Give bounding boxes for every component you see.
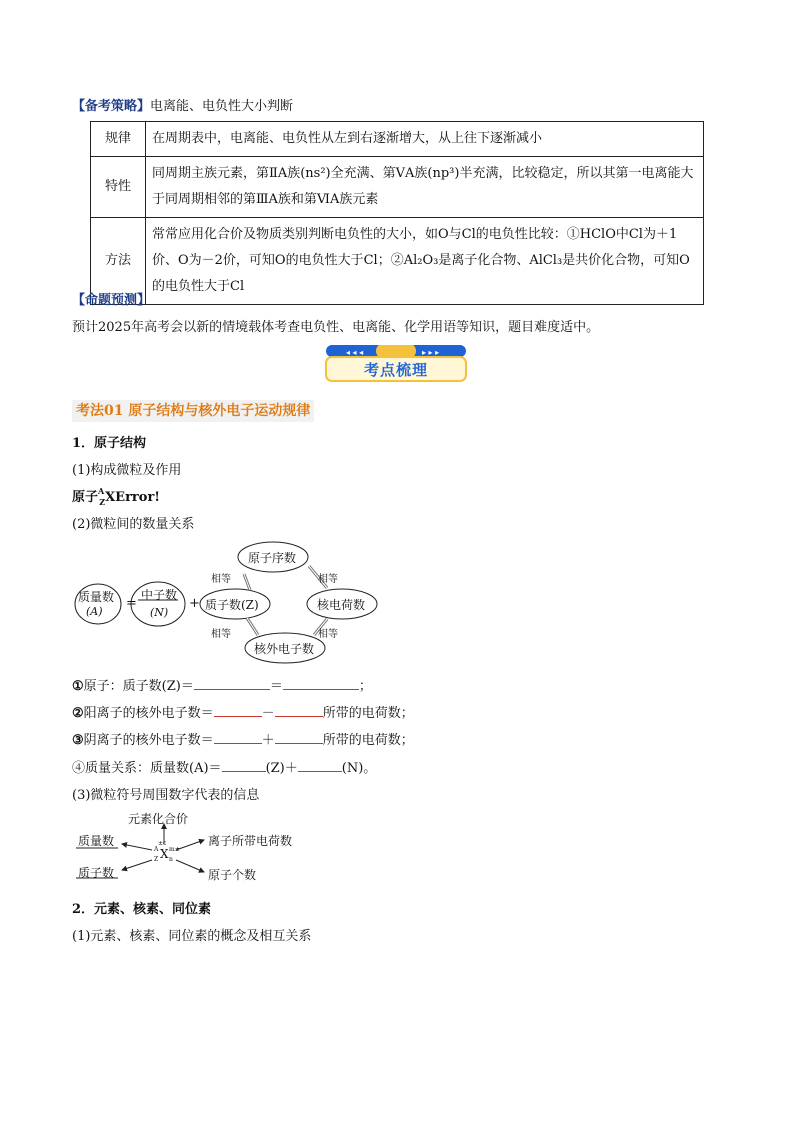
quantity-diagram (74, 540, 384, 665)
node-proton: 质子数(Z) (205, 598, 259, 612)
strategy-table (90, 121, 704, 305)
answer-blank[interactable] (214, 731, 262, 744)
section-banner (324, 345, 468, 383)
row-value: 在周期表中，电离能、电负性从左到右逐渐增大，从上往下逐渐减小 (146, 122, 704, 157)
svg-text:◂ ◂ ◂: ◂ ◂ ◂ (346, 348, 364, 357)
relation-text: 原子：质子数(Z)＝ (83, 679, 194, 694)
prediction-label: 【命题预测】 (72, 293, 151, 308)
equal-label: 相等 (211, 574, 231, 585)
answer-blank[interactable] (275, 731, 323, 744)
label-ion-charge: 离子所带电荷数 (208, 834, 293, 848)
atom-line-sub: Z (99, 496, 106, 507)
table-row (91, 122, 704, 157)
relation-text: 所带的电荷数； (322, 733, 414, 748)
relation-text: (N)。 (341, 761, 377, 776)
atom-line-prefix: 原子 (72, 490, 99, 505)
row-key: 特性 (91, 157, 146, 218)
prediction-text: 预计2025年高考会以新的情境载体考查电负性、电离能、化学用语等知识，题目难度适中。 (72, 320, 600, 335)
relation-marker: ④ (72, 761, 86, 776)
row-key: 规律 (91, 122, 146, 157)
strategy-heading (72, 95, 293, 114)
symbol-sup-left: A (154, 846, 159, 853)
plus-sign: + (189, 596, 200, 611)
equal-label: 相等 (318, 574, 338, 585)
label-mass: 质量数 (78, 834, 115, 848)
equals-sign: = (126, 596, 137, 611)
relation-text: ＝ (269, 679, 283, 694)
section-title: 考法01 原子结构与核外电子运动规律 (72, 400, 314, 422)
node-atomic-number: 原子序数 (248, 551, 297, 565)
part2-sub1: (1)元素、核素、同位素的概念及相互关系 (72, 929, 312, 944)
node-electrons: 核外电子数 (254, 642, 315, 656)
table-row (91, 218, 704, 305)
svg-text:▸ ▸ ▸: ▸ ▸ ▸ (422, 348, 440, 357)
part1-heading: 1．原子结构 (72, 436, 147, 451)
label-atom-count: 原子个数 (208, 868, 257, 882)
relation-text: 阴离子的核外电子数＝ (83, 733, 214, 748)
strategy-title: 电离能、电负性大小判断 (150, 99, 294, 114)
relation-line-3 (72, 729, 414, 748)
row-key: 方法 (91, 218, 146, 305)
relation-text: － (261, 706, 275, 721)
label-valence: 元素化合价 (128, 812, 189, 826)
symbol-sup-right: m± (169, 846, 180, 853)
row-value: 常常应用化合价及物质类别判断电负性的大小，如O与Cl的电负性比较：①HClO中Cl为＋1价、O为－2价，可知O的电负性大于Cl；②Al₂O₃是离子化合物、AlCl₃是共价化合物，可知O的电负性大于Cl (146, 218, 704, 305)
equal-label: 相等 (318, 629, 338, 640)
node-mass-symbol: (A) (86, 605, 103, 618)
answer-blank[interactable] (283, 677, 359, 690)
table-row (91, 157, 704, 218)
atom-line-x: X (105, 490, 116, 505)
relation-text: 阳离子的核外电子数＝ (83, 706, 214, 721)
relation-line-4 (72, 757, 376, 776)
part2-heading: 2．元素、核素、同位素 (72, 902, 212, 917)
relation-text: ； (358, 679, 372, 694)
atom-line (72, 486, 160, 507)
relation-text: ＋ (261, 733, 275, 748)
part1-sub3: (3)微粒符号周围数字代表的信息 (72, 788, 260, 803)
part1-sub2: (2)微粒间的数量关系 (72, 517, 195, 532)
relation-text: (Z)＋ (265, 761, 298, 776)
node-neutron-symbol: (N) (150, 606, 169, 619)
node-nuclear-charge: 核电荷数 (317, 598, 366, 612)
strategy-label: 【备考策略】 (72, 99, 151, 114)
answer-blank[interactable] (194, 677, 270, 690)
atom-line-sup: A (98, 485, 105, 496)
relation-marker: ② (72, 706, 84, 721)
answer-blank[interactable] (222, 759, 266, 772)
answer-blank[interactable] (298, 759, 342, 772)
node-mass: 质量数 (78, 590, 115, 604)
relation-text: 所带的电荷数； (322, 706, 414, 721)
symbol-x: X (160, 847, 169, 861)
symbol-diagram (76, 810, 316, 886)
relation-marker: ① (72, 679, 84, 694)
symbol-sub-right: n (169, 856, 173, 863)
label-proton: 质子数 (78, 866, 115, 880)
answer-blank[interactable] (214, 704, 262, 717)
node-neutron: 中子数 (141, 588, 178, 602)
relation-line-2 (72, 702, 414, 721)
relation-text: 质量关系：质量数(A)＝ (85, 761, 222, 776)
symbol-top-mark: ±c (158, 840, 167, 847)
relation-marker: ③ (72, 733, 84, 748)
banner-title: 考点梳理 (363, 361, 428, 379)
relation-line-1 (72, 675, 372, 694)
row-value: 同周期主族元素，第ⅡA族(ns²)全充满、第ⅤA族(np³)半充满，比较稳定，所以其第一电离能大于同周期相邻的第ⅢA族和第ⅥA族元素 (146, 157, 704, 218)
atom-line-error: Error! (115, 490, 161, 505)
answer-blank[interactable] (275, 704, 323, 717)
symbol-sub-left: Z (154, 856, 159, 863)
equal-label: 相等 (211, 629, 231, 640)
part1-sub1: (1)构成微粒及作用 (72, 463, 182, 478)
